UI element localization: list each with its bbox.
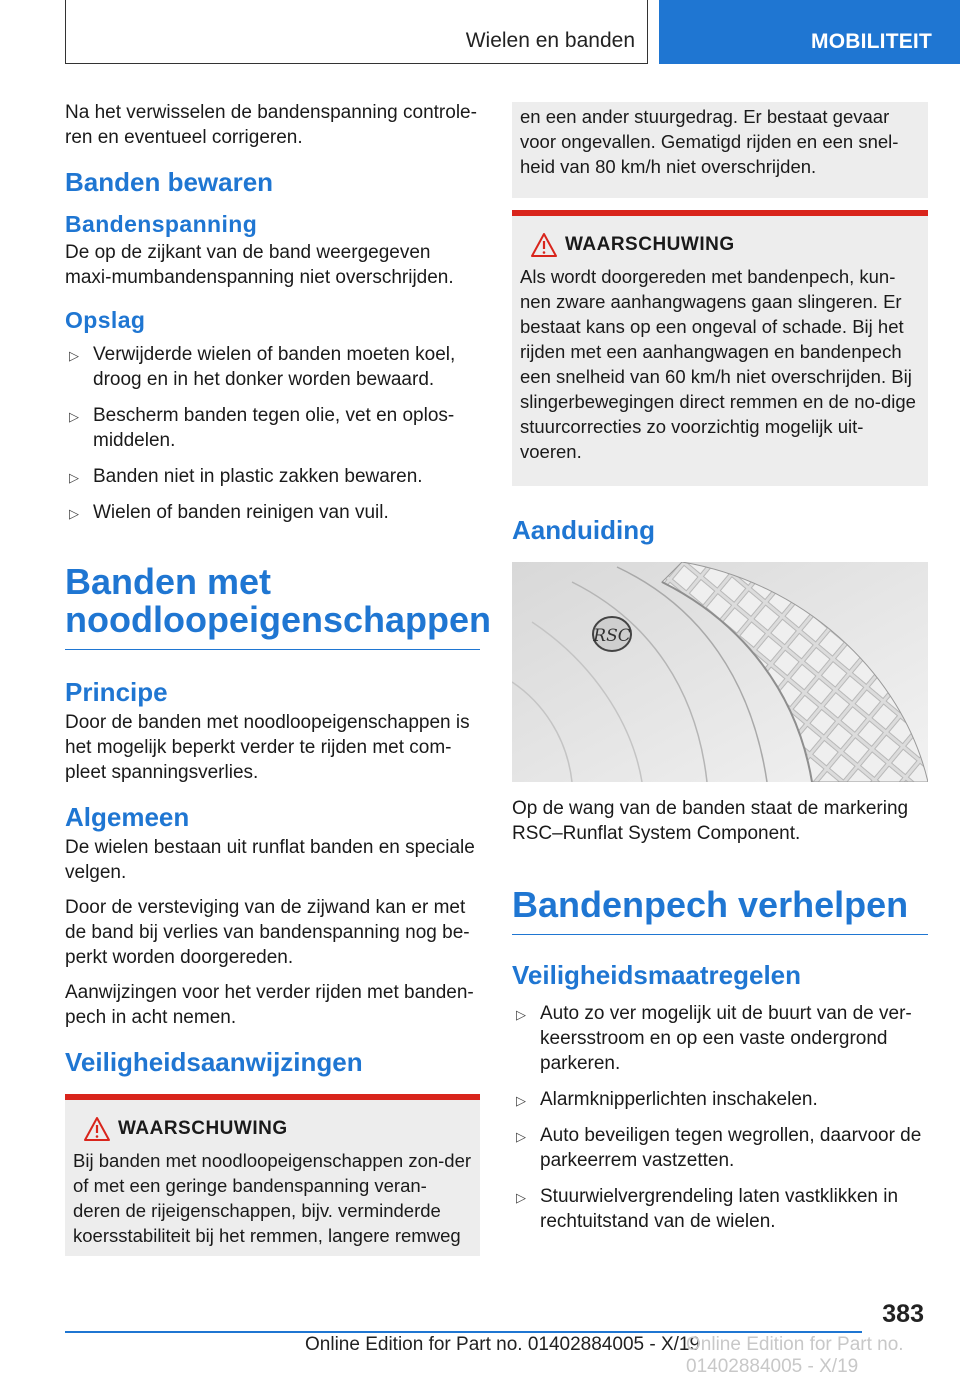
warning-2-text: Als wordt doorgereden met bandenpech, kun-nen zware aanhangwagens gaan slingeren. Er bestaat kans op een ongeval of schade. Bij het rijden met een aanhangwagen en bandenpech een snelheid van 60 km/h niet overschrijden. Bij slingerbewegingen direct remmen en de no-dige stuurcorrecties zo voorzichtig mogelijk uit-voeren.	[520, 266, 916, 462]
opslag-list	[65, 342, 480, 525]
heading-banden-bewaren: Banden bewaren	[65, 167, 274, 197]
warning-box-2	[512, 216, 928, 486]
algemeen-paragraph-2: Door de versteviging van de zijwand kan er met de band bij verlies van bandenspanning nog be-perkt worden doorgereden.	[65, 897, 470, 968]
list-item: ▷ Bescherm banden tegen olie, vet en oplos-middelen.	[69, 405, 455, 451]
list-item: ▷ Auto beveiligen tegen wegrollen, daarvoor de parkeerrem vastzetten.	[516, 1125, 922, 1171]
heading-opslag: Opslag	[65, 307, 146, 333]
algemeen-paragraph-1: De wielen bestaan uit runflat banden en speciale velgen.	[65, 837, 475, 883]
header-section-title: Wielen en banden	[465, 29, 635, 52]
heading-noodloop: Banden met noodloopeigenschappen	[65, 563, 480, 650]
page-number: 383	[882, 1300, 924, 1328]
heading-bandenpech: Bandenpech verhelpen	[512, 886, 928, 935]
heading-veiligheid: Veiligheidsaanwijzingen	[65, 1047, 363, 1077]
tire-sidewall-illustration	[512, 562, 928, 782]
left-column	[65, 100, 492, 1256]
list-item: ▷ Stuurwielvergrendeling laten vastklikken in rechtuitstand van de wielen.	[516, 1186, 899, 1232]
bandenspanning-paragraph: De op de zijkant van de band weergegeven maxi-mumbandenspanning niet overschrijden.	[65, 242, 454, 288]
list-item: ▷ Wielen of banden reinigen van vuil.	[65, 500, 480, 525]
list-item: ▷ Banden niet in plastic zakken bewaren.	[65, 464, 480, 489]
rsc-logo-text: RSC	[593, 626, 631, 646]
triangle-bullet-icon: ▷	[516, 1129, 526, 1144]
intro-paragraph: Na het verwisselen de bandenspanning controle-ren en eventueel corrigeren.	[65, 102, 477, 148]
list-item: ▷ Verwijderde wielen of banden moeten koel, droog en in het donker worden bewaard.	[69, 344, 456, 390]
triangle-bullet-icon: ▷	[69, 506, 79, 521]
warning-box-continued	[512, 102, 928, 198]
heading-bandenspanning: Bandenspanning	[65, 211, 258, 237]
header-section-box	[65, 0, 648, 64]
heading-veiligheidsmaatregelen: Veiligheidsmaatregelen	[512, 960, 802, 990]
list-item: ▷ Auto zo ver mogelijk uit de buurt van de ver-keersstroom en op een vaste ondergrond parkeren.	[516, 1003, 912, 1074]
warning-box	[65, 1100, 480, 1256]
aanduiding-paragraph: Op de wang van de banden staat de markering RSC–Runflat System Component.	[512, 798, 909, 844]
footer-watermark: Online Edition for Part no. 01402884005 - X/19	[686, 1334, 904, 1377]
list-item: ▷ Alarmknipperlichten inschakelen.	[512, 1087, 928, 1112]
footer-edition: Online Edition for Part no. 01402884005 - X/19	[305, 1334, 701, 1355]
header-chapter-tab	[659, 0, 960, 64]
warning-title: WAARSCHUWING	[565, 234, 735, 255]
principe-paragraph: Door de banden met noodloopeigenschappen is het mogelijk beperkt verder te rijden met com-pleet spanningsverlies.	[65, 712, 470, 783]
triangle-bullet-icon: ▷	[69, 348, 79, 363]
algemeen-paragraph-3: Aanwijzingen voor het verder rijden met banden-pech in acht nemen.	[65, 982, 474, 1028]
heading-principe: Principe	[65, 677, 168, 707]
warning-text: Bij banden met noodloopeigenschappen zon-der of met een geringe bandenspanning veran-deren de rijeigenschappen, bijv. verminderde koersstabiliteit bij het remmen, langere remweg	[73, 1150, 472, 1246]
warning-title: WAARSCHUWING	[118, 1118, 288, 1139]
triangle-bullet-icon: ▷	[516, 1190, 526, 1205]
warning-triangle-icon	[530, 232, 558, 258]
heading-algemeen: Algemeen	[65, 802, 190, 832]
triangle-bullet-icon: ▷	[69, 409, 79, 424]
warning-continued-text: en een ander stuurgedrag. Er bestaat gevaar voor ongevallen. Gematigd rijden en een snel-heid van 80 km/h niet overschrijden.	[520, 106, 899, 177]
footer-divider	[65, 1331, 862, 1333]
triangle-bullet-icon: ▷	[69, 470, 79, 485]
header-chapter-title: MOBILITEIT	[811, 30, 932, 53]
right-column	[512, 102, 928, 1245]
triangle-bullet-icon: ▷	[516, 1007, 526, 1022]
heading-aanduiding: Aanduiding	[512, 515, 655, 545]
warning-triangle-icon	[83, 1116, 111, 1142]
maatregelen-list	[512, 1001, 928, 1234]
triangle-bullet-icon: ▷	[516, 1093, 526, 1108]
